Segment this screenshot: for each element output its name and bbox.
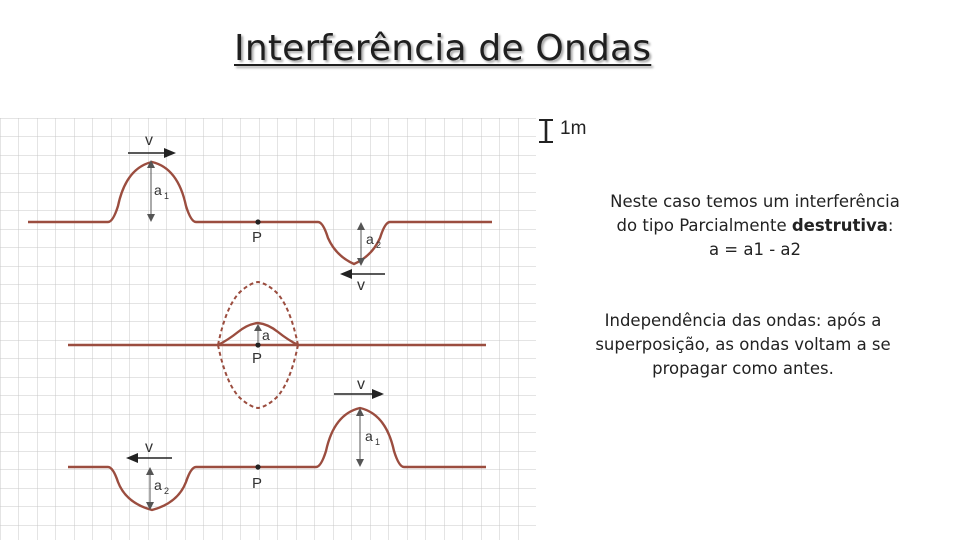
independence-line-2: superposição, as ondas voltam a se (595, 335, 891, 354)
explanation-text (574, 190, 936, 262)
explanation-bold-word: destrutiva (791, 216, 888, 235)
independence-line-1: Independência das ondas: após a (604, 311, 882, 330)
v-label-2: v (357, 277, 365, 294)
a2-sub: 2 (376, 240, 382, 250)
explanation-line-2-prefix: do tipo Parcialmente (616, 216, 792, 235)
scale-label: 1m (560, 118, 587, 139)
a2-sub-2: 2 (164, 486, 170, 496)
explanation-line-2 (574, 214, 936, 238)
p-label: P (252, 229, 263, 246)
v-label-3: v (357, 376, 365, 393)
page-title: Interferência de Ondas (234, 28, 652, 69)
explanation-formula: a = a1 - a2 (708, 240, 802, 259)
independence-line-3: propagar como antes. (652, 359, 834, 378)
v-label: v (145, 132, 153, 149)
interference-diagram (0, 118, 536, 540)
explanation-line-1: Neste caso temos um interferência (610, 192, 900, 211)
a1-label: a (154, 182, 162, 198)
a1-sub-2: 1 (375, 437, 381, 447)
p-label-2: P (252, 350, 263, 367)
v-label-4: v (145, 439, 153, 456)
a-label: a (262, 327, 270, 343)
a1-sub: 1 (164, 191, 170, 201)
a2-label: a (366, 231, 374, 247)
explanation-line-2-suffix: : (887, 216, 894, 235)
p-label-3: P (252, 475, 263, 492)
a1-label-2: a (365, 428, 373, 444)
a2-label-2: a (154, 477, 162, 493)
independence-text (562, 309, 924, 381)
